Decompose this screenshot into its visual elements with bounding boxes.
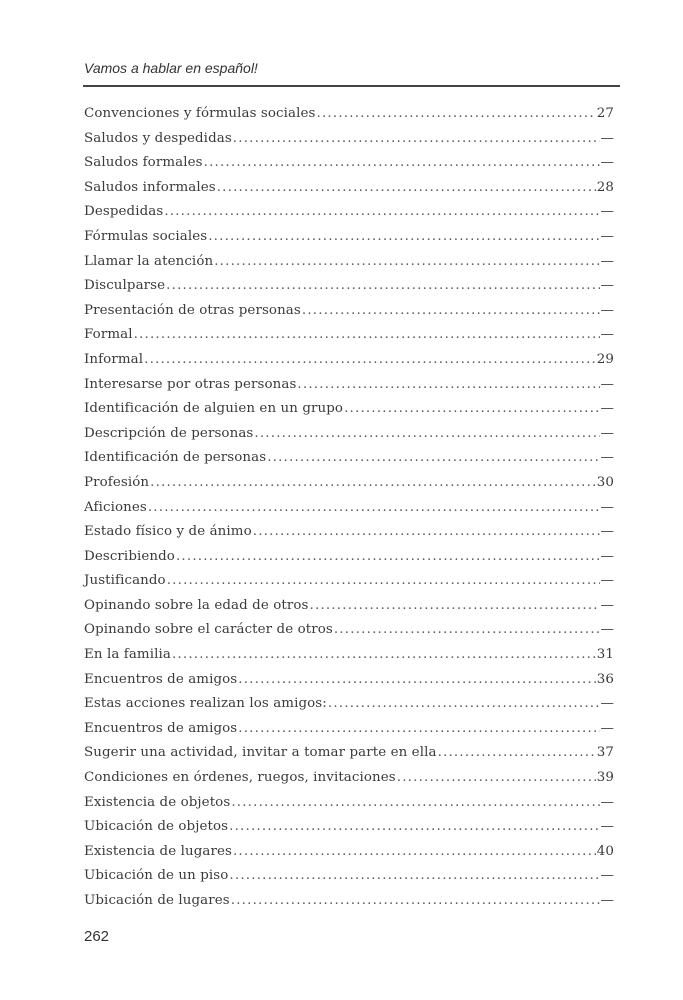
toc-entry-title: Descripción de personas — [84, 425, 254, 441]
toc-entry-title: Saludos formales — [84, 155, 203, 171]
toc-entry-page: — — [600, 401, 614, 417]
dot-leader — [167, 573, 600, 588]
page-number: 262 — [84, 928, 110, 945]
dot-leader — [310, 598, 600, 613]
toc-entry-page: — — [600, 425, 614, 441]
toc-entry — [84, 450, 614, 475]
toc-entry-title: Convenciones y fórmulas sociales — [84, 106, 316, 121]
toc-entry-page: — — [600, 450, 614, 466]
dot-leader — [229, 868, 599, 883]
toc-entry-page: — — [600, 794, 614, 810]
toc-entry-title: Estas acciones realizan los amigos: — [84, 696, 327, 712]
toc-entry-title: Saludos informales — [84, 179, 216, 195]
dot-leader — [217, 180, 596, 195]
dot-leader — [302, 303, 600, 318]
dot-leader — [233, 844, 596, 859]
dot-leader — [204, 155, 600, 170]
toc-entry-title: Fórmulas sociales — [84, 228, 208, 244]
toc-entry-title: Identificación de personas — [84, 450, 267, 466]
dot-leader — [134, 327, 600, 342]
dot-leader — [144, 352, 596, 367]
toc-entry — [84, 721, 614, 746]
dot-leader — [233, 131, 600, 146]
dot-leader — [172, 647, 596, 662]
toc-entry — [84, 598, 614, 623]
toc-entry-title: Aficiones — [84, 499, 147, 515]
toc-entry — [84, 155, 614, 180]
toc-entry-page: — — [600, 819, 614, 835]
toc-entry — [84, 893, 614, 918]
toc-entry-title: Encuentros de amigos — [84, 720, 238, 736]
dot-leader — [328, 696, 600, 711]
dot-leader — [229, 819, 599, 834]
toc-entry-page: — — [600, 548, 614, 564]
toc-entry — [84, 131, 614, 156]
toc-entry-title: Condiciones en órdenes, ruegos, invitaciones — [84, 770, 396, 786]
toc-entry-title: Ubicación de un piso — [84, 868, 229, 884]
toc-entry-title: Opinando sobre el carácter de otros — [84, 622, 333, 638]
toc-entry-title: Sugerir una actividad, invitar a tomar parte en ella — [84, 745, 437, 761]
toc-entry — [84, 573, 614, 598]
toc-entry-page: 31 — [596, 647, 614, 663]
toc-entry-title: Llamar la atención — [84, 253, 214, 269]
toc-entry-page: 39 — [596, 770, 614, 786]
toc-entry-page: — — [600, 720, 614, 736]
toc-entry-title: Existencia de lugares — [84, 843, 232, 859]
dot-leader — [397, 770, 596, 785]
toc-entry — [84, 795, 614, 820]
toc-entry — [84, 770, 614, 795]
toc-entry — [84, 278, 614, 303]
toc-entry — [84, 819, 614, 844]
toc-entry-page: — — [600, 302, 614, 318]
toc-entry-title: Disculparse — [84, 278, 166, 294]
toc-entry-title: Saludos y despedidas — [84, 130, 232, 146]
toc-entry — [84, 549, 614, 574]
toc-entry — [84, 377, 614, 402]
toc-entry — [84, 475, 614, 500]
toc-entry-title: En la familia — [84, 647, 171, 663]
dot-leader — [150, 475, 596, 490]
toc-entry-page: — — [600, 130, 614, 146]
toc-entry — [84, 524, 614, 549]
toc-entry-page: — — [600, 893, 614, 908]
header-rule — [83, 85, 620, 87]
toc-entry — [84, 426, 614, 451]
toc-entry-page: — — [600, 253, 614, 269]
toc-entry-page: 37 — [596, 745, 614, 761]
dot-leader — [231, 893, 600, 908]
toc-entry-page: 30 — [596, 474, 614, 490]
toc-entry-title: Estado físico y de ánimo — [84, 524, 252, 540]
toc-entry-title: Describiendo — [84, 548, 175, 564]
dot-leader — [438, 745, 596, 760]
toc-entry-title: Identificación de alguien en un grupo — [84, 401, 344, 417]
toc-entry — [84, 844, 614, 869]
dot-leader — [176, 549, 600, 564]
toc-entry-page: 28 — [596, 179, 614, 195]
toc-entry-title: Profesión — [84, 474, 150, 490]
dot-leader — [297, 377, 599, 392]
toc-entry-page: — — [600, 204, 614, 220]
toc-entry — [84, 106, 614, 131]
toc-entry-page: 40 — [596, 843, 614, 859]
toc-entry-page: — — [600, 696, 614, 712]
dot-leader — [166, 278, 599, 293]
toc-entry-page: 36 — [596, 671, 614, 687]
dot-leader — [164, 204, 599, 219]
toc-entry — [84, 180, 614, 205]
toc-entry-page: — — [600, 327, 614, 343]
toc-entry — [84, 672, 614, 697]
dot-leader — [238, 721, 599, 736]
toc-entry — [84, 229, 614, 254]
toc-entry-page: — — [600, 155, 614, 171]
dot-leader — [231, 795, 599, 810]
toc-entry — [84, 500, 614, 525]
toc-entry-page: — — [600, 868, 614, 884]
toc-entry — [84, 696, 614, 721]
toc-entry — [84, 745, 614, 770]
toc-entry-title: Justificando — [84, 573, 166, 589]
toc-entry — [84, 868, 614, 893]
dot-leader — [148, 500, 600, 515]
toc-entry-title: Encuentros de amigos — [84, 671, 238, 687]
toc-entry-page: — — [600, 524, 614, 540]
toc-entry-title: Formal — [84, 327, 133, 343]
toc-entry — [84, 303, 614, 328]
toc-entry-title: Despedidas — [84, 204, 164, 220]
toc-entry — [84, 204, 614, 229]
table-of-contents — [84, 106, 614, 918]
toc-entry-page: 29 — [596, 351, 614, 367]
dot-leader — [344, 401, 599, 416]
dot-leader — [214, 254, 599, 269]
running-header: Vamos a hablar en español! — [84, 60, 258, 76]
toc-entry — [84, 254, 614, 279]
toc-entry-page: — — [600, 499, 614, 515]
dot-leader — [334, 622, 600, 637]
toc-entry — [84, 622, 614, 647]
dot-leader — [254, 426, 599, 441]
dot-leader — [317, 106, 596, 121]
dot-leader — [238, 672, 595, 687]
toc-entry — [84, 647, 614, 672]
toc-entry-page: — — [600, 622, 614, 638]
dot-leader — [267, 450, 599, 465]
dot-leader — [253, 524, 600, 539]
toc-entry — [84, 401, 614, 426]
toc-entry-title: Interesarse por otras personas — [84, 376, 297, 392]
toc-entry-title: Ubicación de lugares — [84, 893, 230, 908]
toc-entry-title: Informal — [84, 351, 144, 367]
toc-entry-page: — — [600, 376, 614, 392]
toc-entry-title: Opinando sobre la edad de otros — [84, 597, 309, 613]
toc-entry-title: Presentación de otras personas — [84, 302, 301, 318]
toc-entry-page: — — [600, 573, 614, 589]
toc-entry-title: Ubicación de objetos — [84, 819, 229, 835]
toc-entry — [84, 327, 614, 352]
toc-entry-page: — — [600, 228, 614, 244]
toc-entry-page: — — [600, 597, 614, 613]
dot-leader — [208, 229, 599, 244]
toc-entry — [84, 352, 614, 377]
toc-entry-title: Existencia de objetos — [84, 794, 231, 810]
toc-entry-page: 27 — [596, 106, 614, 121]
toc-entry-page: — — [600, 278, 614, 294]
